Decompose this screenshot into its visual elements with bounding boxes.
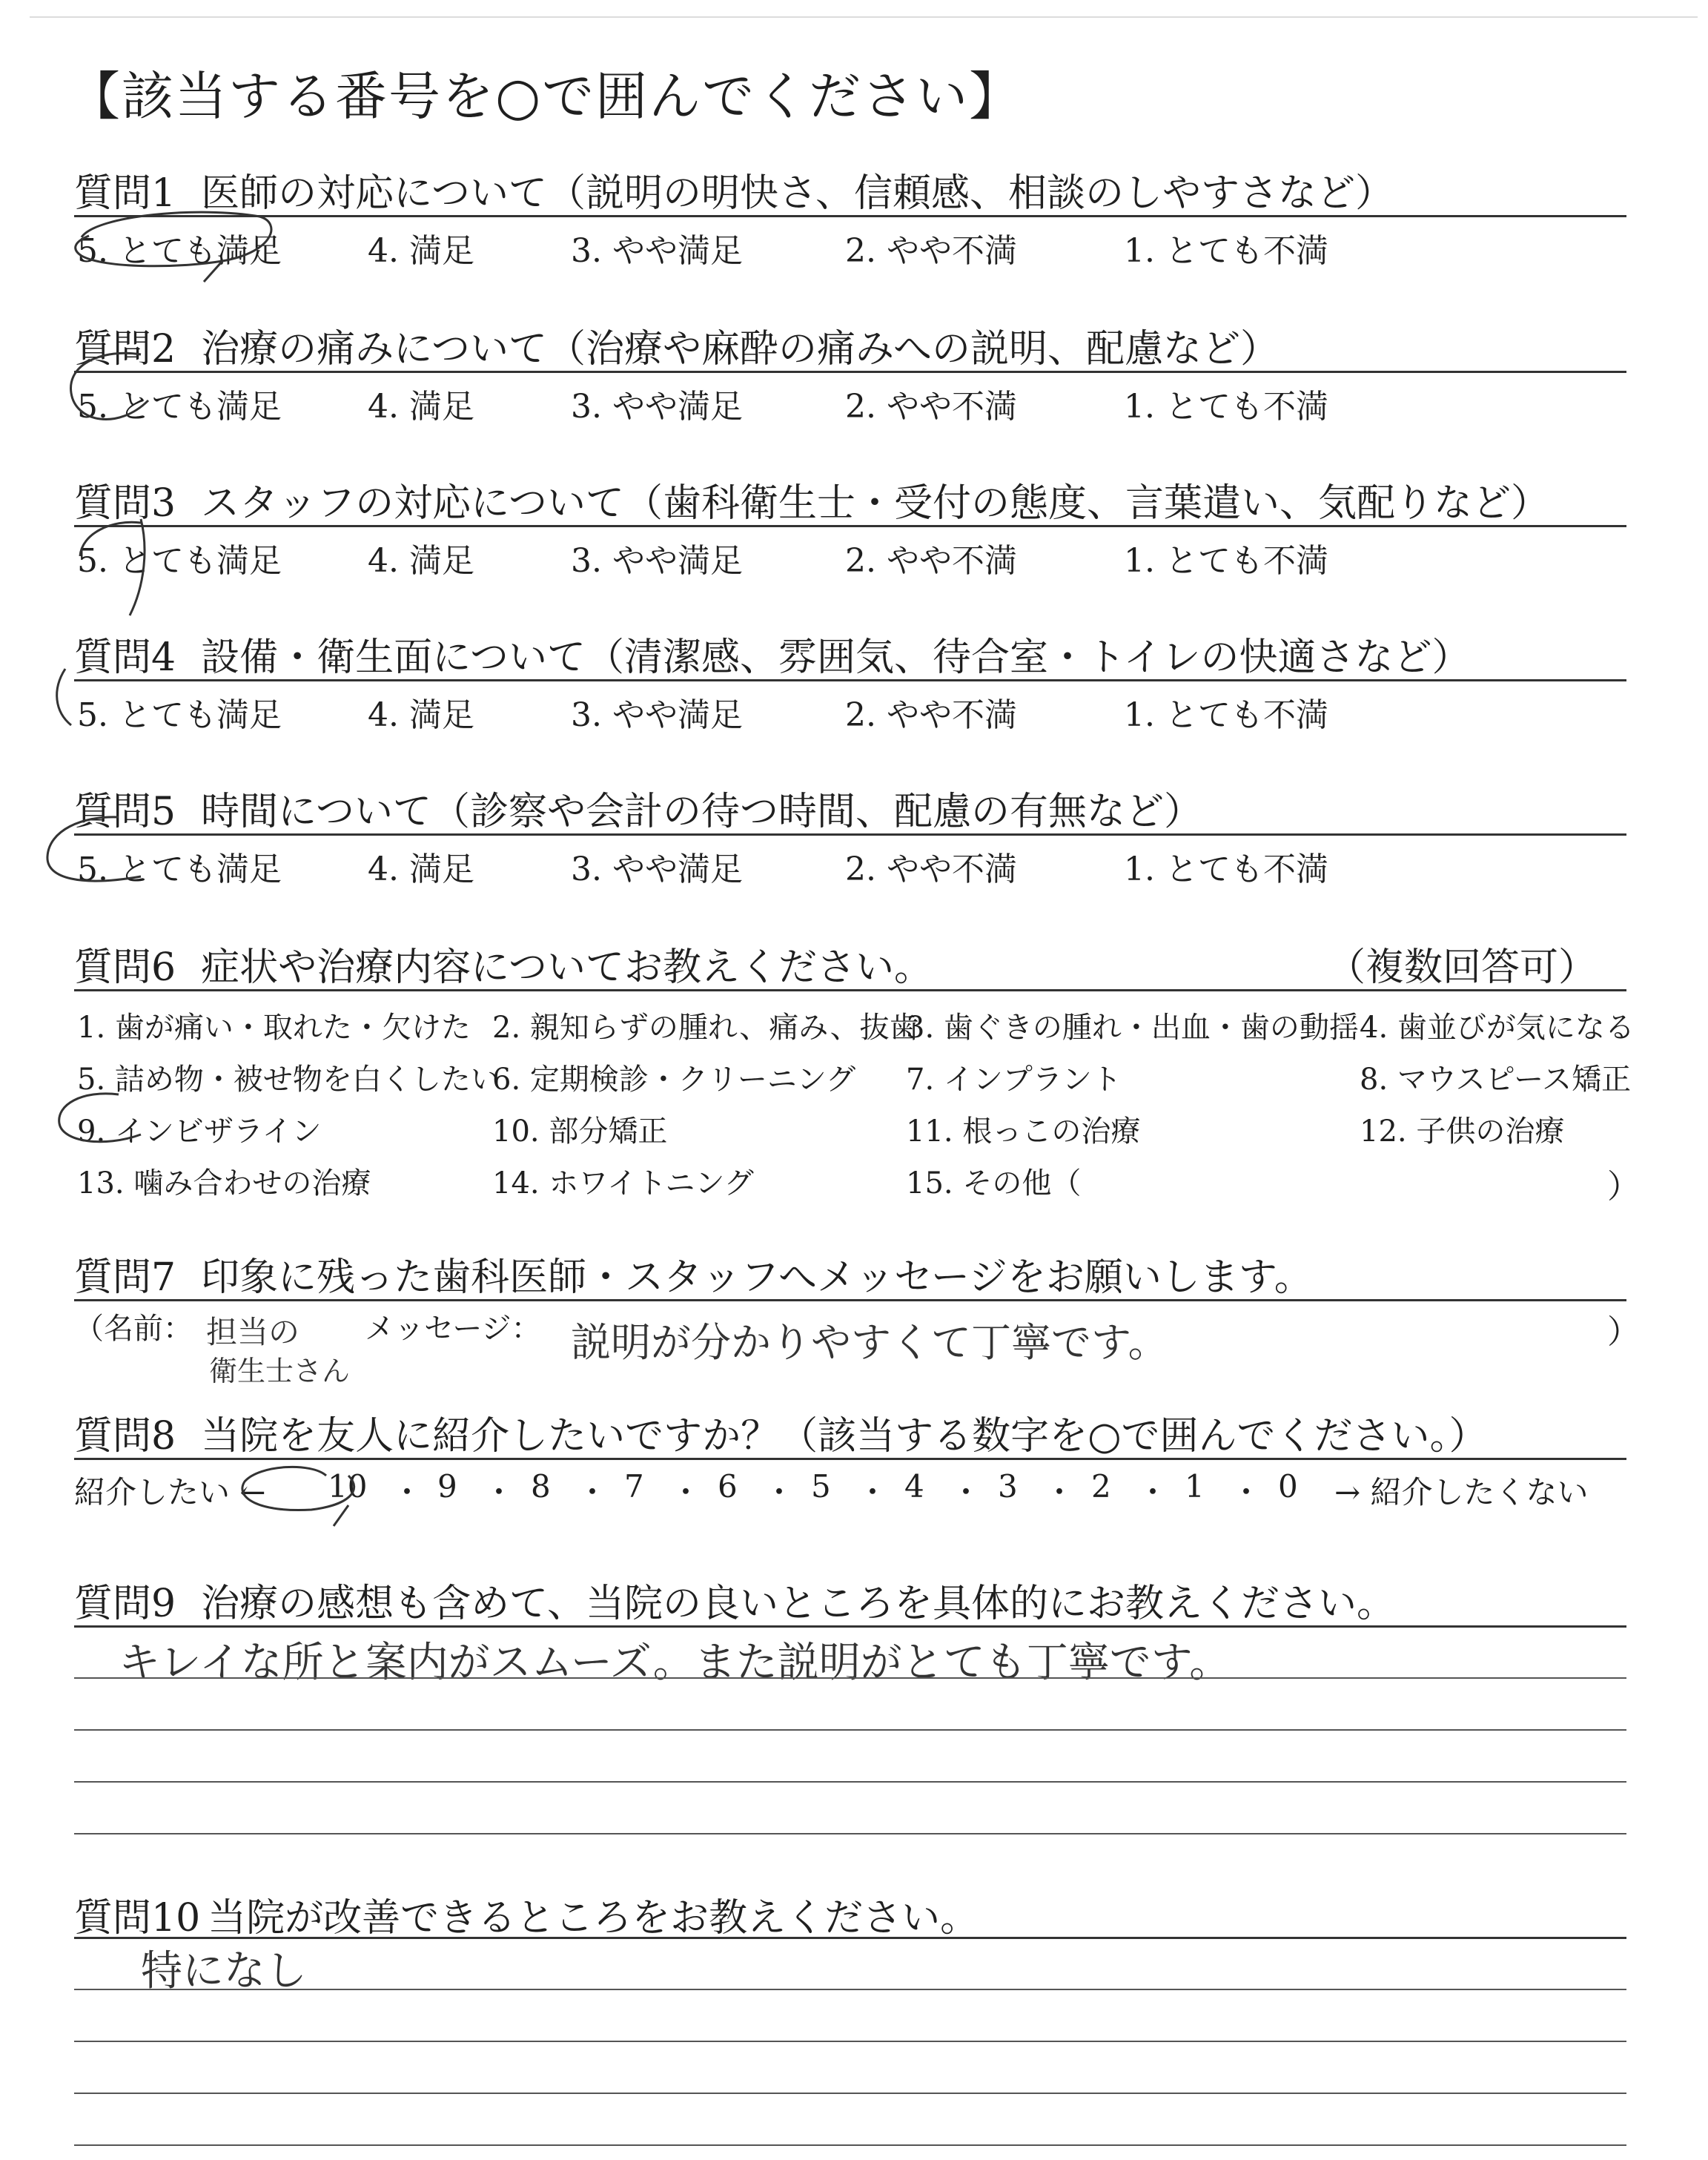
scale-dot: ・	[577, 1474, 609, 1510]
question-number: 質問8	[74, 1414, 176, 1459]
scale-value-0[interactable]: 0	[1278, 1468, 1298, 1505]
selection-circle-q6-9	[59, 1094, 141, 1142]
name-label: （名前：	[74, 1312, 193, 1346]
symptom-option[interactable]: 9. インビザライン	[77, 1114, 322, 1149]
question-number: 質問1	[74, 171, 176, 216]
question-text: 治療の感想も含めて、当院の良いところを具体的にお教えください。	[201, 1582, 1396, 1626]
question-text: 当院を友人に紹介したいですか？（該当する数字を○で囲んでください。）	[201, 1414, 1488, 1459]
question-text: 設備・衛生面について（清潔感、雰囲気、待合室・トイレの快適さなど）	[201, 635, 1471, 680]
rating-option-1[interactable]: 1. とても不満	[1124, 542, 1328, 580]
rating-option-3[interactable]: 3. やや満足	[571, 851, 743, 888]
scale-dot: ・	[1231, 1474, 1262, 1510]
scale-dot: ・	[764, 1474, 795, 1510]
rating-option-2[interactable]: 2. やや不満	[845, 232, 1017, 270]
scale-left-label: 紹介したい ←	[74, 1474, 266, 1510]
rating-option-3[interactable]: 3. やや満足	[571, 696, 743, 734]
rating-option-2[interactable]: 2. やや不満	[845, 542, 1017, 580]
symptom-option[interactable]: 5. 詰め物・被せ物を白くしたい	[77, 1063, 500, 1097]
scale-value-6[interactable]: 6	[718, 1468, 738, 1505]
symptom-option[interactable]: 6. 定期検診・クリーニング	[492, 1063, 856, 1097]
symptom-option[interactable]: 14. ホワイトニング	[492, 1166, 754, 1200]
handwritten-good-points[interactable]: キレイな所と案内がスムーズ。また説明がとても丁寧です。	[119, 1639, 1231, 1687]
rating-option-3[interactable]: 3. やや満足	[571, 232, 743, 270]
question-text: 医師の対応について（説明の明快さ、信頼感、相談のしやすさなど）	[201, 171, 1394, 216]
question-number: 質問10	[74, 1896, 201, 1941]
rating-option-5[interactable]: 5. とても満足	[77, 388, 282, 426]
selection-circle-q1	[76, 212, 271, 282]
symptom-option[interactable]: 13. 噛み合わせの治療	[77, 1166, 371, 1200]
rating-option-1[interactable]: 1. とても不満	[1124, 232, 1328, 270]
symptom-option[interactable]: 1. 歯が痛い・取れた・欠けた	[77, 1011, 471, 1045]
rating-option-2[interactable]: 2. やや不満	[845, 851, 1017, 888]
symptom-option[interactable]: 8. マウスピース矯正	[1360, 1063, 1632, 1097]
scale-value-3[interactable]: 3	[998, 1468, 1018, 1505]
rating-option-1[interactable]: 1. とても不満	[1124, 696, 1328, 734]
question-text: 症状や治療内容についてお教えください。	[201, 945, 933, 990]
rating-option-4[interactable]: 4. 満足	[368, 851, 474, 888]
rating-option-4[interactable]: 4. 満足	[368, 696, 474, 734]
symptom-option[interactable]: 11. 根っこの治療	[906, 1114, 1141, 1149]
scale-value-1[interactable]: 1	[1185, 1468, 1205, 1505]
scale-dot: ・	[950, 1474, 982, 1510]
rating-option-3[interactable]: 3. やや満足	[571, 542, 743, 580]
handwritten-improvements[interactable]: 特になし	[141, 1947, 307, 1995]
rating-option-5[interactable]: 5. とても満足	[77, 232, 282, 270]
rating-option-5[interactable]: 5. とても満足	[77, 542, 282, 580]
rating-option-1[interactable]: 1. とても不満	[1124, 851, 1328, 888]
question-text: 当院が改善できるところをお教えください。	[208, 1896, 979, 1941]
symptom-option[interactable]: 7. インプラント	[906, 1063, 1122, 1097]
scale-dot: ・	[483, 1474, 515, 1510]
rating-option-4[interactable]: 4. 満足	[368, 388, 474, 426]
rating-option-2[interactable]: 2. やや不満	[845, 696, 1017, 734]
selection-mark-q4	[57, 669, 71, 725]
rating-option-5[interactable]: 5. とても満足	[77, 696, 282, 734]
symptom-option[interactable]: 10. 部分矯正	[492, 1114, 668, 1149]
rating-option-1[interactable]: 1. とても不満	[1124, 388, 1328, 426]
selection-circle-q5	[47, 817, 141, 881]
scale-value-5[interactable]: 5	[811, 1468, 831, 1505]
scale-right-label: → 紹介したくない	[1334, 1474, 1589, 1510]
selection-circle-q3	[80, 519, 145, 615]
question-number: 質問2	[74, 327, 176, 371]
handwritten-name-line2[interactable]: 衛生士さん	[209, 1355, 351, 1387]
symptom-option[interactable]: 12. 子供の治療	[1360, 1114, 1565, 1149]
question-number: 質問4	[74, 635, 176, 680]
question-text: 時間について（診察や会計の待つ時間、配慮の有無など）	[201, 790, 1203, 834]
message-label: メッセージ：	[365, 1312, 541, 1346]
rating-option-2[interactable]: 2. やや不満	[845, 388, 1017, 426]
scale-dot: ・	[670, 1474, 702, 1510]
question-number: 質問6	[74, 945, 176, 990]
handwritten-message[interactable]: 説明が分かりやすくて丁寧です。	[571, 1319, 1168, 1366]
scale-dot: ・	[391, 1474, 423, 1510]
rating-option-4[interactable]: 4. 満足	[368, 232, 474, 270]
rating-option-3[interactable]: 3. やや満足	[571, 388, 743, 426]
handwritten-name-line1[interactable]: 担当の	[206, 1314, 300, 1350]
scale-value-2[interactable]: 2	[1091, 1468, 1111, 1505]
scale-dot: ・	[1137, 1474, 1169, 1510]
multiple-answer-note: （複数回答可）	[1326, 945, 1597, 990]
scale-value-7[interactable]: 7	[624, 1468, 644, 1505]
symptom-option[interactable]: 4. 歯並びが気になる	[1360, 1011, 1635, 1045]
scale-value-8[interactable]: 8	[531, 1468, 551, 1505]
question-number: 質問3	[74, 481, 176, 526]
symptom-option-other[interactable]: 15. その他（	[906, 1166, 1082, 1200]
scale-dot: ・	[1044, 1474, 1076, 1510]
other-close-paren: ）	[1607, 1168, 1640, 1206]
scale-value-4[interactable]: 4	[904, 1468, 924, 1505]
scale-value-10[interactable]: 10	[328, 1468, 368, 1505]
question-number: 質問7	[74, 1255, 176, 1300]
question-text: 印象に残った歯科医師・スタッフへメッセージをお願いします。	[201, 1255, 1313, 1300]
symptom-option[interactable]: 3. 歯ぐきの腫れ・出血・歯の動揺	[906, 1011, 1359, 1045]
scale-dot: ・	[857, 1474, 889, 1510]
scale-value-9[interactable]: 9	[437, 1468, 457, 1505]
question-number: 質問5	[74, 790, 176, 834]
question-text: 治療の痛みについて（治療や麻酔の痛みへの説明、配慮など）	[201, 327, 1280, 371]
selection-circle-q2	[71, 353, 148, 419]
page-title: 【該当する番号を○で囲んでください】	[68, 66, 1023, 127]
question-text: スタッフの対応について（歯科衛生士・受付の態度、言葉遣い、気配りなど）	[201, 481, 1550, 526]
message-close-paren: ）	[1607, 1313, 1640, 1351]
question-number: 質問9	[74, 1582, 176, 1626]
symptom-option[interactable]: 2. 親知らずの腫れ、痛み、抜歯	[492, 1011, 919, 1045]
rating-option-4[interactable]: 4. 満足	[368, 542, 474, 580]
selection-circle-q8-10	[242, 1467, 354, 1526]
rating-option-5[interactable]: 5. とても満足	[77, 851, 282, 888]
